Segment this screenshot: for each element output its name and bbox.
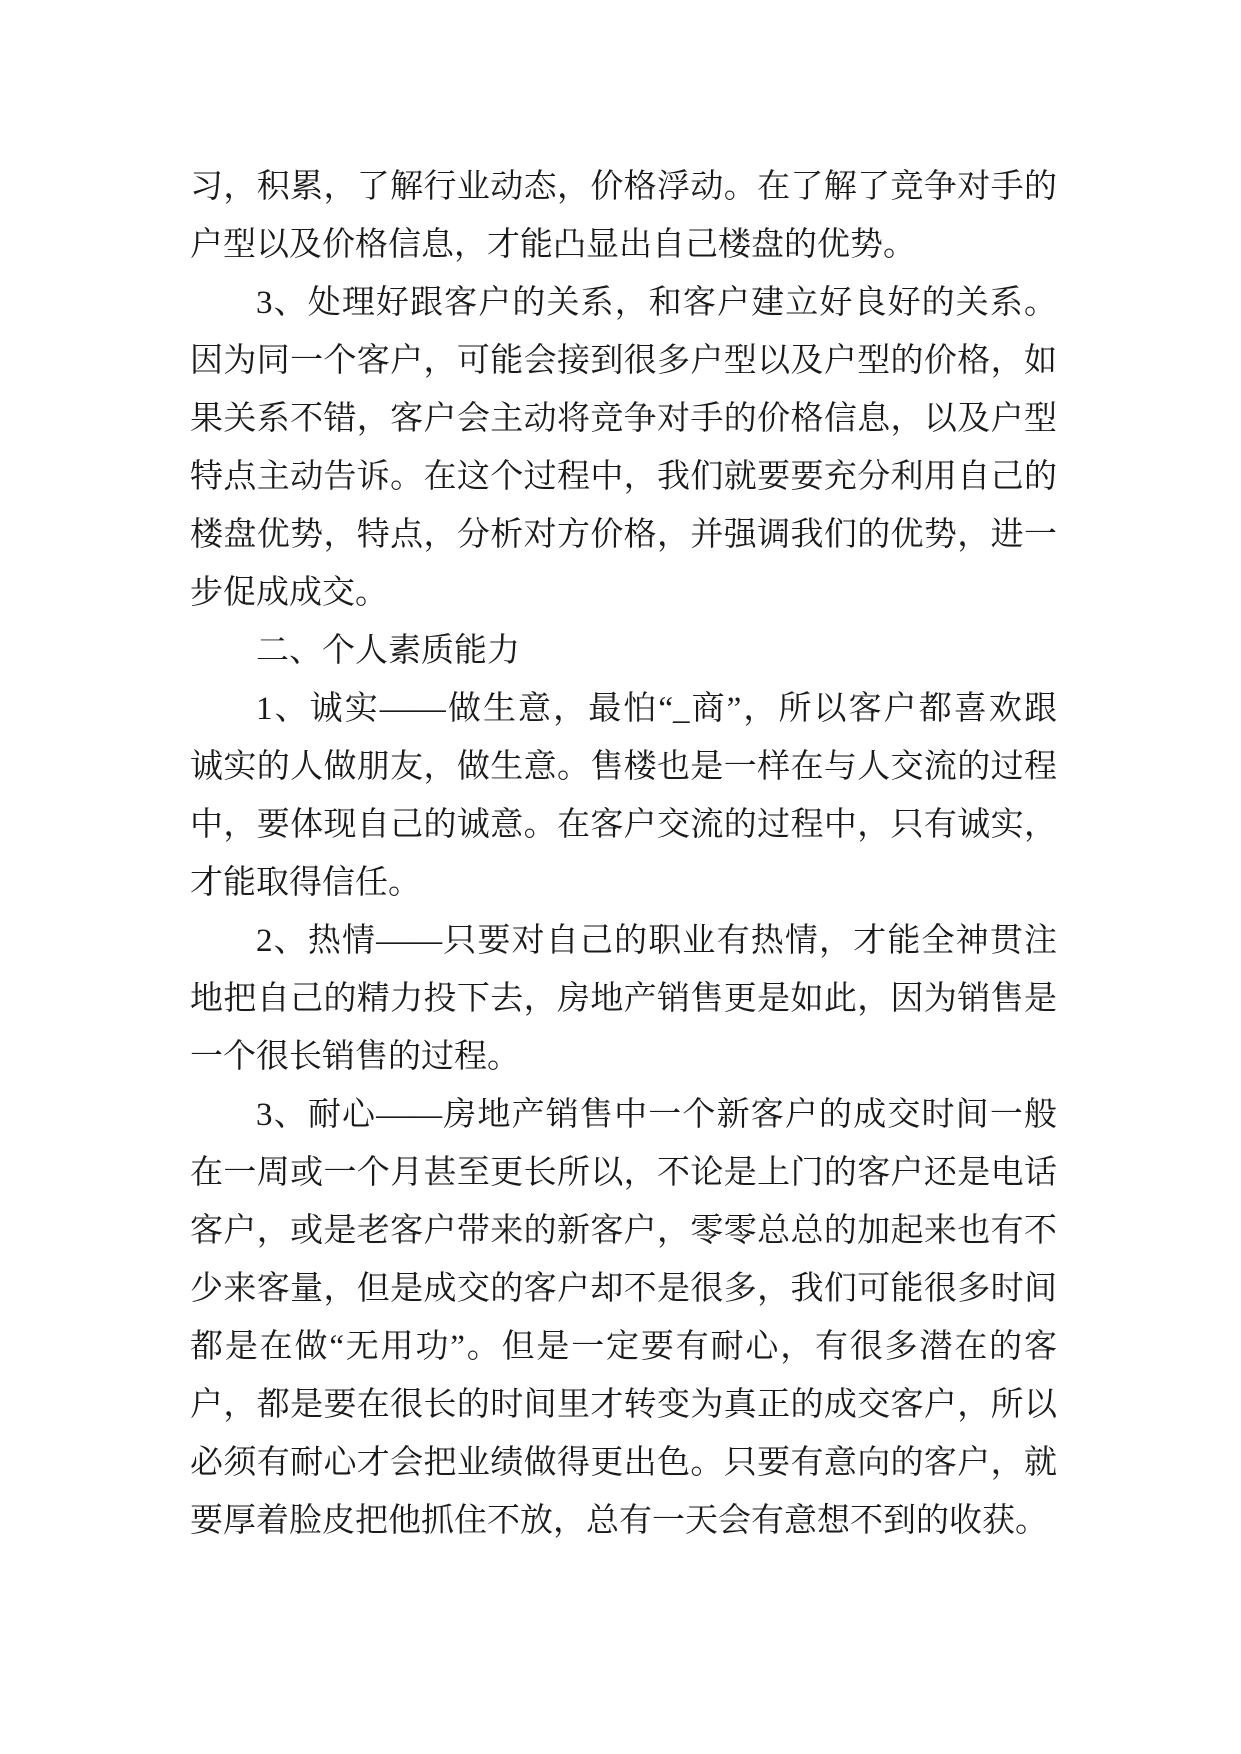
- text-line: 才能取得信任。: [190, 865, 421, 901]
- paragraph: [190, 274, 1057, 622]
- text-line: 诚实的人做朋友，做生意。售楼也是一样在与人交流的过程: [190, 749, 1057, 785]
- text-line: 习，积累，了解行业动态，价格浮动。在了解了竞争对手的: [190, 169, 1057, 205]
- paragraph: [190, 1086, 1057, 1550]
- text-line: 因为同一个客户，可能会接到很多户型以及户型的价格，如: [190, 343, 1057, 379]
- text-line: 2、热情——只要对自己的职业有热情，才能全神贯注: [256, 923, 1057, 959]
- text-line: 少来客量，但是成交的客户却不是很多，我们可能很多时间: [190, 1271, 1057, 1307]
- text-line: 一个很长销售的过程。: [190, 1039, 520, 1075]
- text-line: 果关系不错，客户会主动将竞争对手的价格信息，以及户型: [190, 401, 1057, 437]
- paragraph: [190, 912, 1057, 1086]
- text-line: 楼盘优势，特点，分析对方价格，并强调我们的优势，进一: [190, 517, 1057, 553]
- text-line: 在一周或一个月甚至更长所以，不论是上门的客户还是电话: [190, 1155, 1057, 1191]
- section-heading-line: 二、个人素质能力: [256, 633, 520, 669]
- paragraph: [190, 158, 1057, 274]
- text-line: 步促成成交。: [190, 575, 388, 611]
- text-line: 地把自己的精力投下去，房地产销售更是如此，因为销售是: [190, 981, 1057, 1017]
- text-line: 中，要体现自己的诚意。在客户交流的过程中，只有诚实，: [190, 807, 1057, 843]
- text-line: 3、处理好跟客户的关系，和客户建立好良好的关系。: [256, 285, 1057, 321]
- text-line: 必须有耐心才会把业绩做得更出色。只要有意向的客户，就: [190, 1445, 1057, 1481]
- text-line: 都是在做“无用功”。但是一定要有耐心，有很多潜在的客: [190, 1329, 1057, 1365]
- text-line: 户，都是要在很长的时间里才转变为真正的成交客户，所以: [190, 1387, 1057, 1423]
- text-line: 1、诚实——做生意，最怕“_商”，所以客户都喜欢跟: [256, 691, 1057, 727]
- text-line: 户型以及价格信息，才能凸显出自己楼盘的优势。: [190, 227, 916, 263]
- text-line: 特点主动告诉。在这个过程中，我们就要要充分利用自己的: [190, 459, 1057, 495]
- paragraph: [190, 680, 1057, 912]
- text-line: 要厚着脸皮把他抓住不放，总有一天会有意想不到的收获。: [190, 1503, 1048, 1539]
- text-line: 客户，或是老客户带来的新客户，零零总总的加起来也有不: [190, 1213, 1057, 1249]
- paragraph-section-heading: [190, 622, 1057, 680]
- text-line: 3、耐心——房地产销售中一个新客户的成交时间一般: [256, 1097, 1057, 1133]
- text-block: [190, 158, 1057, 1550]
